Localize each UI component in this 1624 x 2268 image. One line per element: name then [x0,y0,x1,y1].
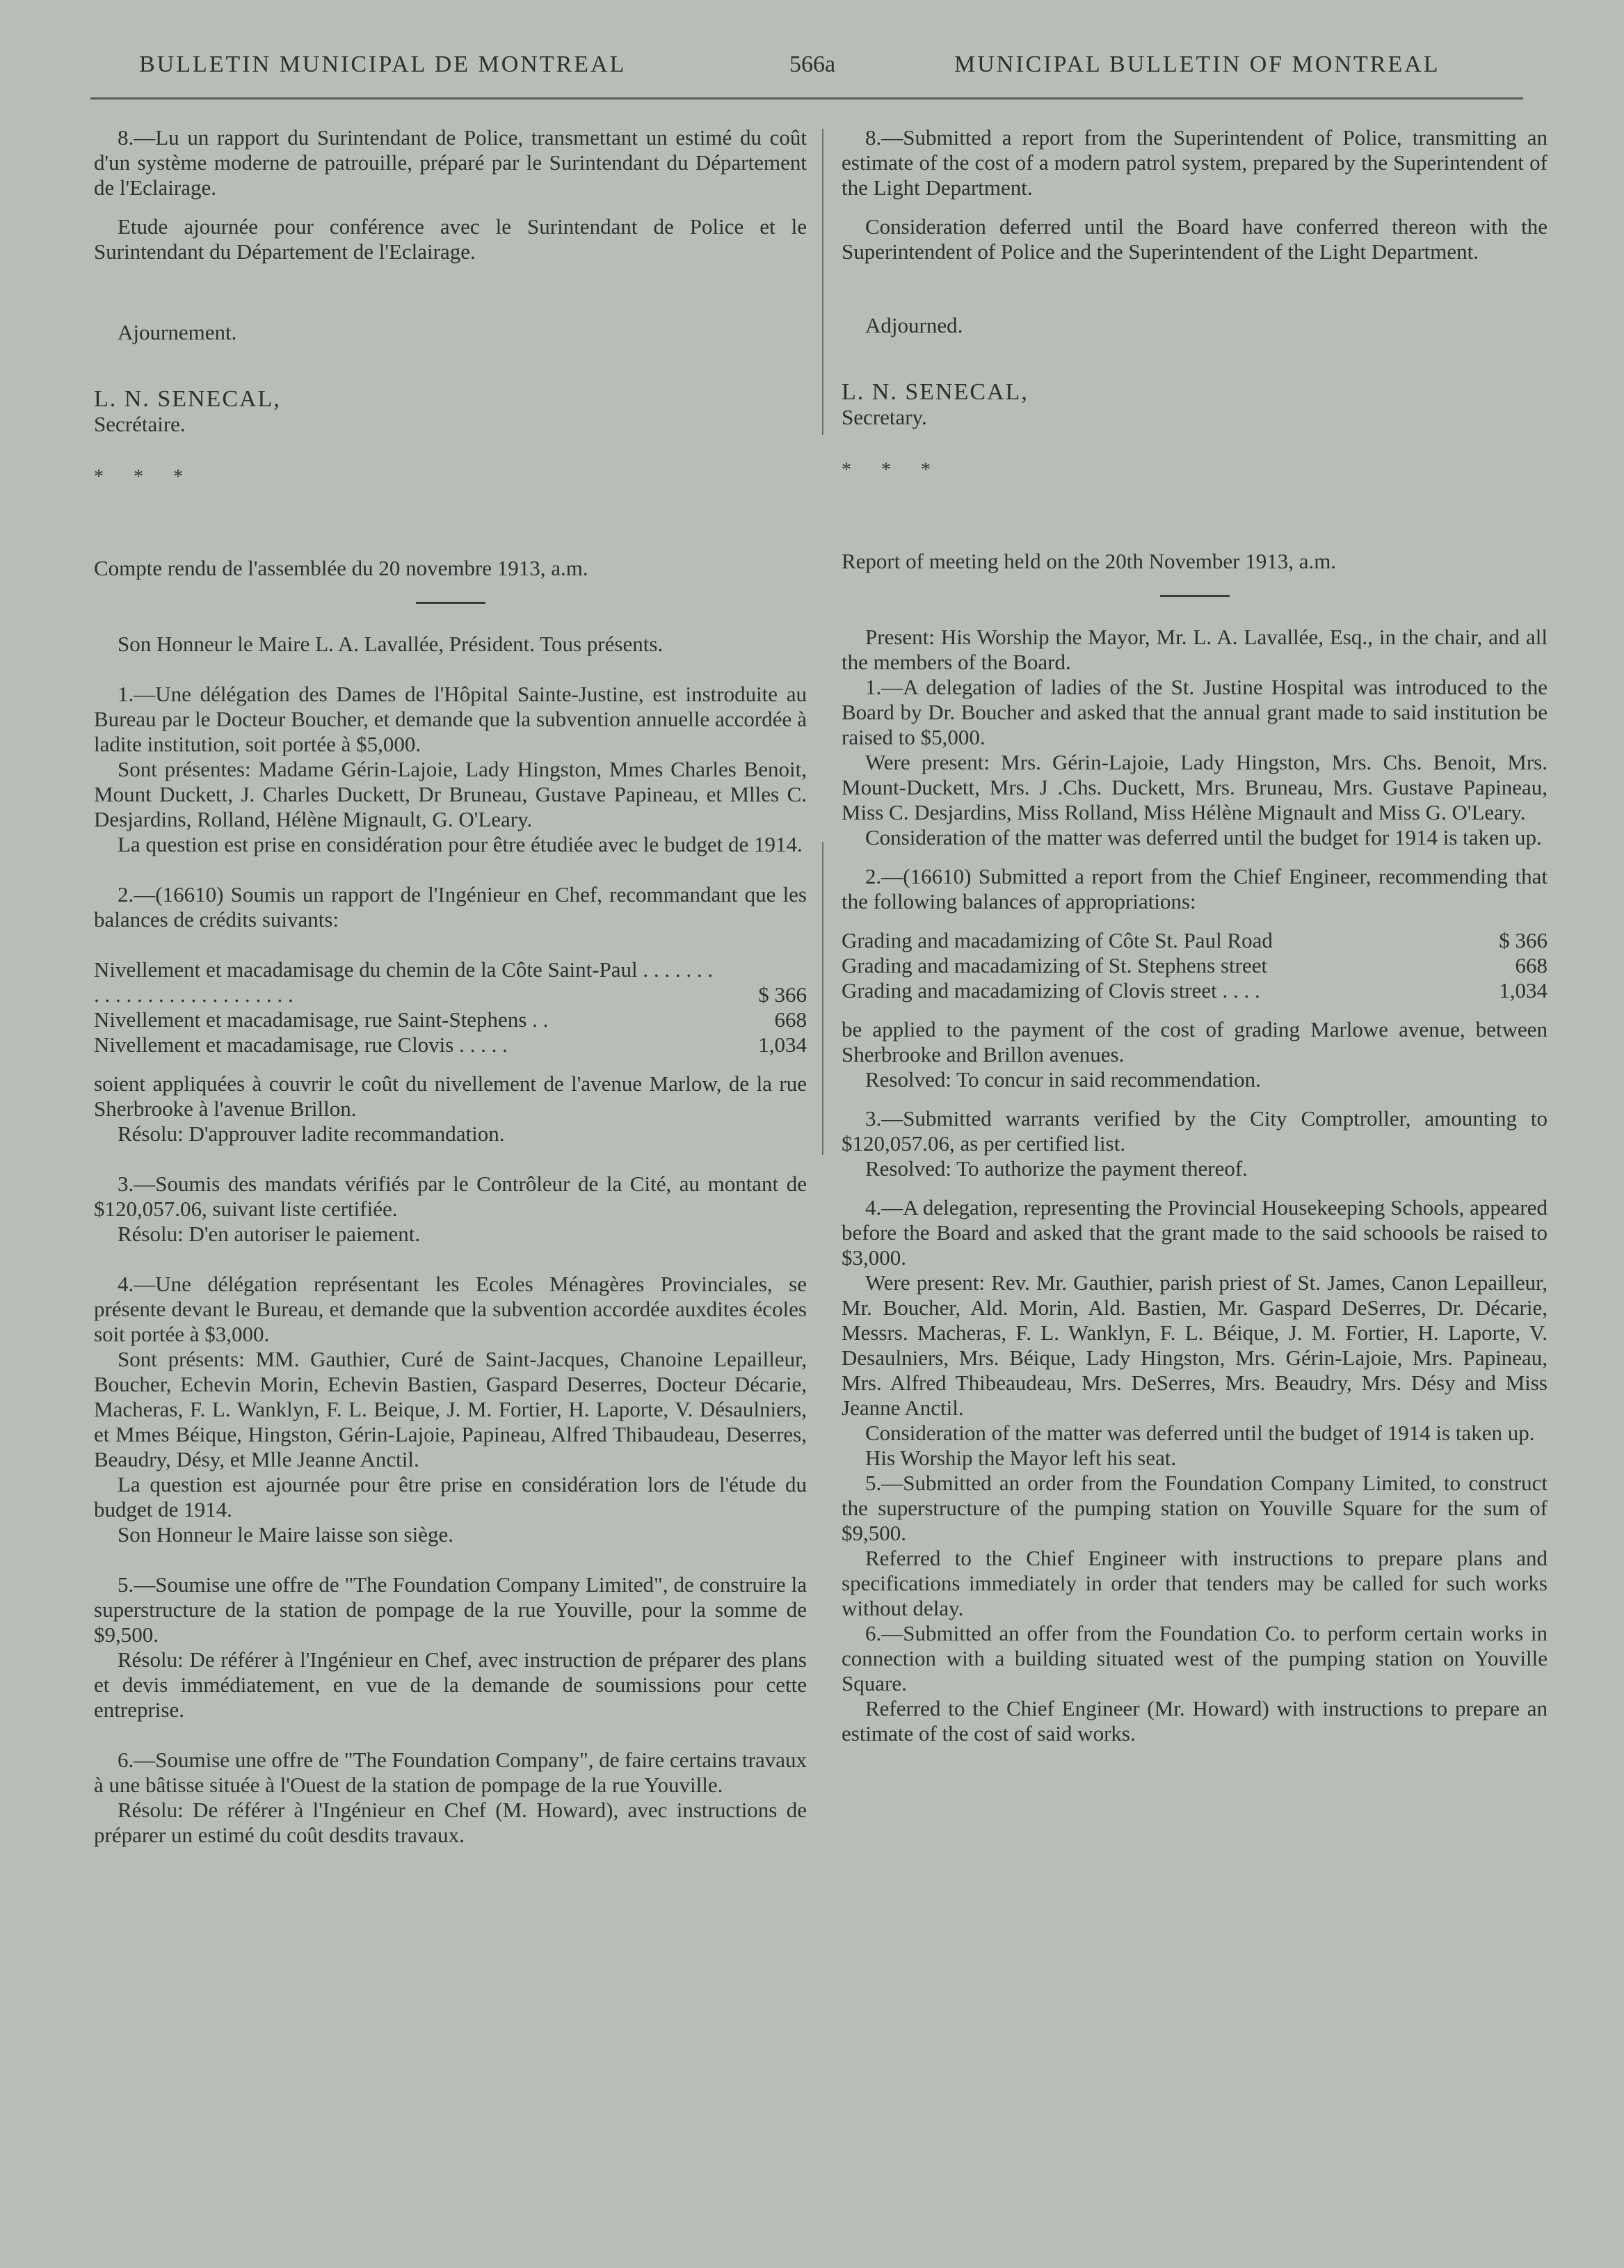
balance-label: Nivellement et macadamisage, rue Clovis . . . . . [94,1032,508,1057]
balance-label: Grading and macadamizing of Clovis street . . . . [842,978,1260,1003]
balance-label: Grading and macadamizing of St. Stephens street [842,953,1268,977]
paragraph: Sont présentes: Madame Gérin-Lajoie, Lady Hingston, Mmes Charles Benoit, Mount Duckett, J. Charles Duckett, Dr Bruneau, Gustave Papineau, et Mlles C. Desjardins, Rolland, Hélène Mignault, G. O'Leary. [94,757,807,831]
paragraph: 5.—Submitted an order from the Foundation Company Limited, to construct the superstructure of the pumping station on Youville Square for the sum of $9,500. [842,1471,1547,1545]
table-row [842,953,1547,978]
meeting-title: Report of meeting held on the 20th November 1913, a.m. [842,549,1337,573]
balance-amount: 668 [774,1007,807,1032]
balances-table [842,928,1547,1003]
paragraph: Were present: Rev. Mr. Gauthier, parish priest of St. James, Canon Lepailleur, Mr. Boucher, Ald. Morin, Ald. Bastien, Mr. Gaspard DeSerres, Dr. Décarie, Messrs. Macheras, F. L. Wanklyn, F. L. Béique, J. M. Fortier, H. Laporte, V. Desaulniers, Mrs. Béique, Lady Hingston, Mrs. Gérin-Lajoie, Mrs. Papineau, Mrs. Alfred Thibeaudeau, Mrs. DeSerres, Mrs. Beaudry, Mrs. Désy and Miss Jeanne Anctil. [842,1270,1547,1420]
balance-label: Nivellement et macadamisage du chemin de la Côte Saint-Paul . . . . . . . . . . . . . . . . . . . . . . . . . . [94,957,714,1007]
balance-label: Nivellement et macadamisage, rue Saint-Stephens . . [94,1007,549,1032]
paragraph: 2.—(16610) Soumis un rapport de l'Ingénieur en Chef, recommandant que les balances de crédits suivants: [94,882,807,932]
balance-amount: $ 366 [1499,928,1547,952]
paragraph: 5.—Soumise une offre de "The Foundation Company Limited", de construire la superstructure de la station de pompage de la rue Youville, pour la somme de $9,500. [94,1572,807,1647]
paragraph: Etude ajournée pour conférence avec le Surintendant de Police et le Surintendant du Département de l'Eclairage. [94,214,807,264]
balances-table [94,957,807,1057]
paragraph: Consideration of the matter was deferred until the budget of 1914 is taken up. [865,1421,1535,1445]
paragraph: 6.—Soumise une offre de "The Foundation Company", de faire certains travaux à une bâtisse située à l'Ouest de la station de pompage de la rue Youville. [94,1748,807,1797]
paragraph: 3.—Soumis des mandats vérifiés par le Contrôleur de la Cité, au montant de $120,057.06, suivant liste certifiée. [94,1172,807,1221]
section-separator: * * * [842,459,943,481]
signature-title: Secretary. [842,405,927,429]
paragraph: be applied to the payment of the cost of grading Marlowe avenue, between Sherbrooke and Brillon avenues. [842,1017,1547,1067]
paragraph: Were present: Mrs. Gérin-Lajoie, Lady Hingston, Mrs. Chs. Benoit, Mrs. Mount-Duckett, Mrs. J .Chs. Duckett, Mrs. Bruneau, Mrs. Gustave Papineau, Miss C. Desjardins, Miss Rolland, Miss Hélène Mignault and Miss G. O'Leary. [842,750,1547,824]
paragraph: Consideration of the matter was deferred until the budget for 1914 is taken up. [865,825,1542,849]
signature-title: Secrétaire. [94,412,186,436]
table-row [94,1007,807,1032]
paragraph: 8.—Submitted a report from the Superintendent of Police, transmitting an estimate of the cost of a modern patrol system, prepared by the Superintendent of the Light Department. [842,125,1547,200]
page-number: 566a [789,51,836,77]
paragraph: His Worship the Mayor left his seat. [865,1446,1177,1470]
adjournment: Adjourned. [865,313,963,337]
balance-amount: 668 [1515,953,1547,977]
paragraph: Sont présents: MM. Gauthier, Curé de Saint-Jacques, Chanoine Lepailleur, Boucher, Echevin Morin, Echevin Bastien, Gaspard Deserres, Docteur Décarie, Macheras, F. L. Wanklyn, F. L. Beique, J. M. Fortier, H. Laporte, V. Désaulniers, et Mmes Béique, Hingston, Gérin-Lajoie, Papineau, Alfred Thibaudeau, Deserres, Beaudry, Désy, et Mlle Jeanne Anctil. [94,1347,807,1471]
paragraph: 1.—Une délégation des Dames de l'Hôpital Sainte-Justine, est instroduite au Bureau par le Docteur Boucher, et demande que la subvention annuelle accordée à ladite institution, soit portée à $5,000. [94,682,807,756]
signature-name: L. N. SENECAL, [94,386,281,412]
resolution: Résolu: De référer à l'Ingénieur en Chef, avec instruction de préparer des plans et devis immédiatement, en vue de la demande de soumissions pour cette entreprise. [94,1647,807,1722]
header-rule [90,97,1523,99]
paragraph: 4.—Une délégation représentant les Ecoles Ménagères Provinciales, se présente devant le Bureau, et demande que la subvention accordée auxdites écoles soit portée à $3,000. [94,1272,807,1346]
adjournment: Ajournement. [118,320,237,344]
resolution: Referred to the Chief Engineer with instructions to prepare plans and specifications immediately in order that tenders may be called for such works without delay. [842,1546,1547,1620]
page-header [0,46,1624,88]
paragraph: 8.—Lu un rapport du Surintendant de Police, transmettant un estimé du coût d'un système moderne de patrouille, préparé par le Surintendant du Département de l'Eclairage. [94,125,807,200]
paragraph: 4.—A delegation, representing the Provincial Housekeeping Schools, appeared before the Board and asked that the grant made to the said schoools be raised to $3,000. [842,1195,1547,1270]
balance-label: Grading and macadamizing of Côte St. Paul Road [842,928,1273,952]
english-column [842,125,1547,1746]
resolution: Résolu: D'approuver ladite recommandation. [118,1121,505,1146]
signature-name: L. N. SENECAL, [842,379,1029,405]
balance-amount: 1,034 [1499,978,1547,1003]
paragraph: Present: His Worship the Mayor, Mr. L. A. Lavallée, Esq., in the chair, and all the members of the Board. [842,625,1547,674]
section-separator: * * * [94,466,195,488]
table-row [94,1032,807,1057]
french-column [94,125,807,1848]
header-french-title: BULLETIN MUNICIPAL DE MONTREAL [139,51,627,77]
balance-amount: $ 366 [758,982,807,1007]
resolution: Résolu: De référer à l'Ingénieur en Chef (M. Howard), avec instructions de préparer un estimé du coût desdits travaux. [94,1798,807,1847]
paragraph: 3.—Submitted warrants verified by the City Comptroller, amounting to $120,057.06, as per certified list. [842,1106,1547,1156]
paragraph: La question est prise en considération pour être étudiée avec le budget de 1914. [118,832,803,856]
column-divider [822,842,823,1155]
resolution: Résolu: D'en autoriser le paiement. [118,1222,421,1246]
paragraph: Consideration deferred until the Board have conferred thereon with the Superintendent of Police and the Superintendent of the Light Department. [842,214,1547,264]
resolution: Resolved: To authorize the payment thereof. [865,1156,1248,1181]
header-english-title: MUNICIPAL BULLETIN OF MONTREAL [954,51,1440,77]
paragraph: 1.—A delegation of ladies of the St. Justine Hospital was introduced to the Board by Dr. Boucher and asked that the annual grant made to said institution be raised to $5,000. [842,675,1547,749]
balance-amount: 1,034 [758,1032,807,1057]
paragraph: 2.—(16610) Submitted a report from the Chief Engineer, recommending that the following balances of appropriations: [842,864,1547,913]
paragraph: Son Honneur le Maire L. A. Lavallée, Président. Tous présents. [118,632,664,656]
paragraph: soient appliquées à couvrir le coût du nivellement de l'avenue Marlow, de la rue Sherbrooke à l'avenue Brillon. [94,1071,807,1121]
meeting-title: Compte rendu de l'assemblée du 20 novembre 1913, a.m. [94,556,588,580]
paragraph: 6.—Submitted an offer from the Foundation Co. to perform certain works in connection with a building situated west of the pumping station on Youville Square. [842,1621,1547,1695]
table-row [842,978,1547,1003]
resolution: Resolved: To concur in said recommendation. [865,1067,1261,1092]
column-divider [822,129,823,435]
paragraph: La question est ajournée pour être prise en considération lors de l'étude du budget de 1914. [94,1472,807,1522]
table-row [94,957,807,1007]
resolution: Referred to the Chief Engineer (Mr. Howard) with instructions to prepare an estimate of the cost of said works. [842,1696,1547,1746]
paragraph: Son Honneur le Maire laisse son siège. [118,1522,453,1547]
table-row [842,928,1547,953]
